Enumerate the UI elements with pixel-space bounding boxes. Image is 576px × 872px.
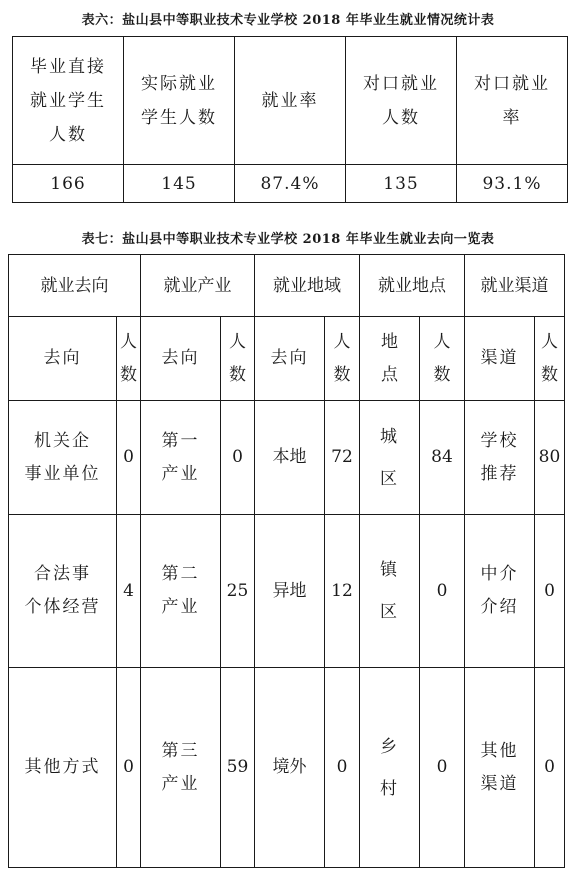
- table7-subheader-cell: 人 数: [221, 317, 255, 401]
- table7-cell: 乡 村: [360, 668, 420, 868]
- table7-subheader-cell: 人 数: [117, 317, 141, 401]
- table7-group-channel: 就业渠道: [465, 255, 565, 317]
- table7-cell: 0: [117, 668, 141, 868]
- table7-cell: 59: [221, 668, 255, 868]
- table7-row-2: [9, 515, 565, 668]
- table7-row-1: [9, 401, 565, 515]
- table7-subheader-cell: 人 数: [535, 317, 565, 401]
- table7-caption: 表七：盐山县中等职业技术专业学校 2018 年毕业生就业去向一览表: [81, 232, 495, 247]
- table6-value-employment-rate: 87.4%: [235, 165, 346, 203]
- table6-value-graduates: 166: [13, 165, 124, 203]
- table7-cell: 机关企 事业单位: [9, 401, 117, 515]
- table7-cell: 异地: [255, 515, 325, 668]
- table7-subheader-cell: 地 点: [360, 317, 420, 401]
- table7-cell: 中介 介绍: [465, 515, 535, 668]
- table6-header-employment-rate: 就业率: [235, 37, 346, 165]
- table7-cell: 学校 推荐: [465, 401, 535, 515]
- table7-subheader-cell: 人 数: [325, 317, 360, 401]
- table6-header-row: [13, 37, 568, 165]
- table7-subheader-cell: 去向: [9, 317, 117, 401]
- table7-cell: 城 区: [360, 401, 420, 515]
- table7-cell: 25: [221, 515, 255, 668]
- table7-cell: 本地: [255, 401, 325, 515]
- table7-group-location: 就业地点: [360, 255, 465, 317]
- table7-cell: 其他方式: [9, 668, 117, 868]
- table7-subheader-cell: 人 数: [420, 317, 465, 401]
- table7-cell: 境外: [255, 668, 325, 868]
- table7-row-3: [9, 668, 565, 868]
- table7-subheader-cell: 渠道: [465, 317, 535, 401]
- table7-cell: 0: [221, 401, 255, 515]
- table6-value-row: [13, 165, 568, 203]
- table6-header-matched-rate: 对口就业 率: [457, 37, 568, 165]
- table7-cell: 其他 渠道: [465, 668, 535, 868]
- table7-cell: 0: [420, 668, 465, 868]
- table7-cell: 第二 产业: [141, 515, 221, 668]
- table7-group-region: 就业地域: [255, 255, 360, 317]
- table7-cell: 0: [117, 401, 141, 515]
- table7-cell: 84: [420, 401, 465, 515]
- table6-header-matched-employed: 对口就业 人数: [346, 37, 457, 165]
- table7-cell: 0: [420, 515, 465, 668]
- table6-header-graduates: 毕业直接 就业学生 人数: [13, 37, 124, 165]
- table7-cell: 4: [117, 515, 141, 668]
- table7-cell: 第三 产业: [141, 668, 221, 868]
- table6-value-employed: 145: [124, 165, 235, 203]
- table7-cell: 72: [325, 401, 360, 515]
- table7-subheader-cell: 去向: [255, 317, 325, 401]
- table6-caption: 表六：盐山县中等职业技术专业学校 2018 年毕业生就业情况统计表: [81, 13, 495, 28]
- table7-group-header-row: [9, 255, 565, 317]
- table7-cell: 80: [535, 401, 565, 515]
- table7-cell: 0: [535, 668, 565, 868]
- table7-cell: 0: [325, 668, 360, 868]
- table7-cell: 镇 区: [360, 515, 420, 668]
- table7-cell: 0: [535, 515, 565, 668]
- table7-cell: 合法事 个体经营: [9, 515, 117, 668]
- table7-cell: 第一 产业: [141, 401, 221, 515]
- table7-subheader-row: [9, 317, 565, 401]
- table7-group-destination: 就业去向: [9, 255, 141, 317]
- table6-employment-statistics: [12, 36, 568, 203]
- table7-cell: 12: [325, 515, 360, 668]
- table6-value-matched-rate: 93.1%: [457, 165, 568, 203]
- table7-subheader-cell: 去向: [141, 317, 221, 401]
- table7-group-industry: 就业产业: [141, 255, 255, 317]
- table7-employment-destination: [8, 254, 565, 868]
- table6-value-matched-employed: 135: [346, 165, 457, 203]
- table6-header-employed: 实际就业 学生人数: [124, 37, 235, 165]
